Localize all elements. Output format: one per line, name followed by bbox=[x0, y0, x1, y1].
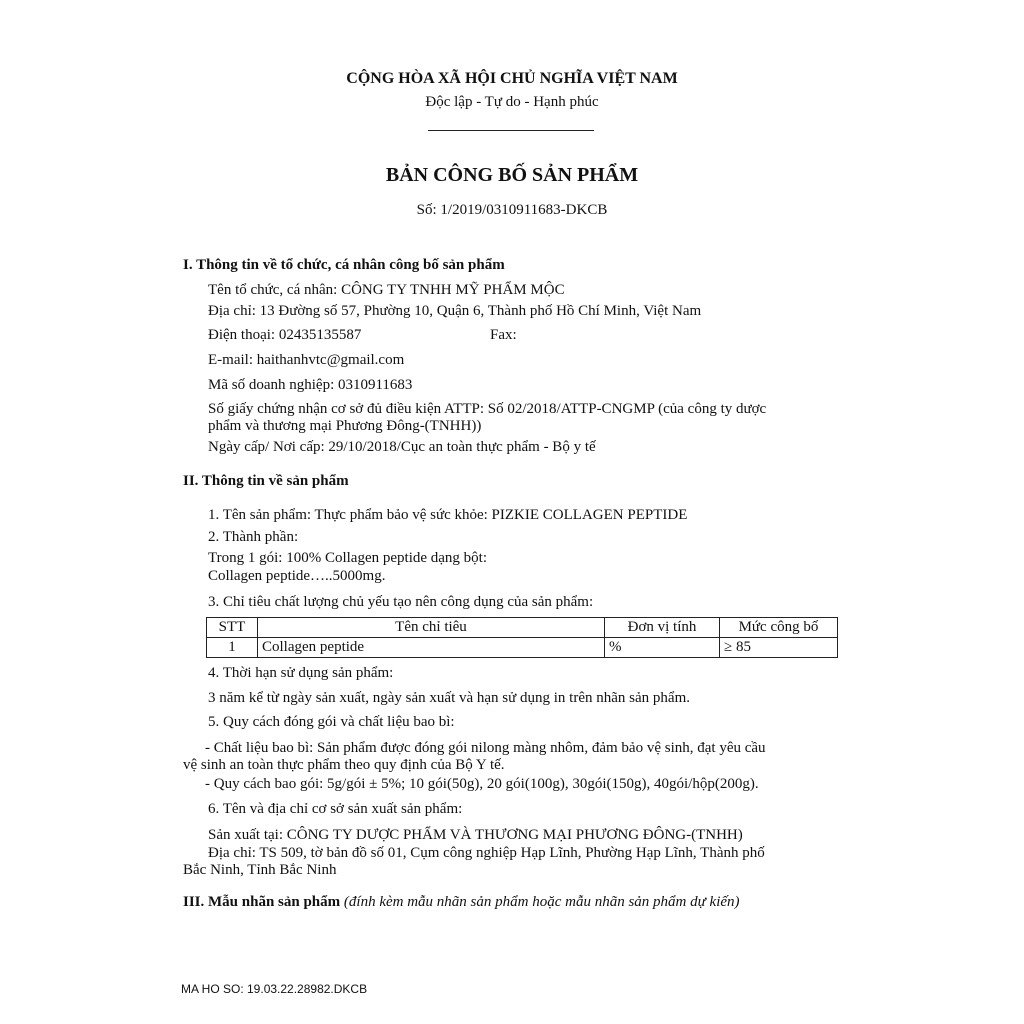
issue-info: Ngày cấp/ Nơi cấp: 29/10/2018/Cục an toàn thực phẩm - Bộ y tế bbox=[208, 439, 596, 455]
packing-spec: - Quy cách bao gói: 5g/gói ± 5%; 10 gói(50g), 20 gói(100g), 30gói(150g), 40gói/hộp(200g). bbox=[205, 776, 759, 792]
ingredients-line-2: Collagen peptide…..5000mg. bbox=[208, 568, 386, 584]
section-1-heading: I. Thông tin về tổ chức, cá nhân công bố sản phẩm bbox=[183, 257, 505, 273]
table-header-cell: STT bbox=[207, 618, 258, 638]
section-3-heading bbox=[183, 894, 740, 911]
table-header-cell: Đơn vị tính bbox=[605, 618, 720, 638]
packing-material-line-1: - Chất liệu bao bì: Sản phẩm được đóng gói nilong màng nhôm, đảm bảo vệ sinh, đạt yêu cầu bbox=[205, 740, 766, 756]
shelf-life-text: 3 năm kể từ ngày sản xuất, ngày sản xuất và hạn sử dụng in trên nhãn sản phẩm. bbox=[208, 690, 690, 706]
manufacturer-address-line-1: Địa chỉ: TS 509, tờ bản đồ số 01, Cụm công nghiệp Hạp Lĩnh, Phường Hạp Lĩnh, Thành phố bbox=[208, 845, 765, 861]
packing-material-line-2: vệ sinh an toàn thực phẩm theo quy định của Bộ Y tế. bbox=[183, 757, 505, 773]
table-cell: 1 bbox=[207, 638, 258, 658]
manufacturer-address-line-2: Bắc Ninh, Tỉnh Bắc Ninh bbox=[183, 862, 337, 878]
manufacturer-label: 6. Tên và địa chỉ cơ sở sản xuất sản phẩm: bbox=[208, 801, 463, 817]
header-divider bbox=[428, 130, 594, 131]
product-name: 1. Tên sản phẩm: Thực phẩm bảo vệ sức khỏe: PIZKIE COLLAGEN PEPTIDE bbox=[208, 507, 688, 523]
table-cell: ≥ 85 bbox=[720, 638, 838, 658]
ingredients-label: 2. Thành phần: bbox=[208, 529, 299, 545]
certificate-line-1: Số giấy chứng nhận cơ sở đủ điều kiện ATTP: Số 02/2018/ATTP-CNGMP (của công ty dược bbox=[208, 401, 767, 417]
org-fax: Fax: bbox=[490, 327, 517, 343]
quality-table bbox=[206, 617, 838, 658]
country-heading: CỘNG HÒA XÃ HỘI CHỦ NGHĨA VIỆT NAM bbox=[346, 70, 678, 87]
table-header-cell: Tên chỉ tiêu bbox=[258, 618, 605, 638]
shelf-life-label: 4. Thời hạn sử dụng sản phẩm: bbox=[208, 665, 394, 681]
quality-label: 3. Chỉ tiêu chất lượng chủ yếu tạo nên công dụng của sản phẩm: bbox=[208, 594, 594, 610]
table-header-row bbox=[207, 618, 838, 638]
business-code: Mã số doanh nghiệp: 0310911683 bbox=[208, 377, 413, 393]
footer-record-code: MA HO SO: 19.03.22.28982.DKCB bbox=[181, 982, 368, 996]
motto: Độc lập - Tự do - Hạnh phúc bbox=[425, 94, 599, 110]
table-cell: % bbox=[605, 638, 720, 658]
manufacturer-name: Sản xuất tại: CÔNG TY DƯỢC PHẨM VÀ THƯƠNG MẠI PHƯƠNG ĐÔNG-(TNHH) bbox=[208, 827, 743, 843]
ingredients-line-1: Trong 1 gói: 100% Collagen peptide dạng bột: bbox=[208, 550, 488, 566]
org-address: Địa chỉ: 13 Đường số 57, Phường 10, Quận 6, Thành phố Hồ Chí Minh, Việt Nam bbox=[208, 303, 702, 319]
section-2-heading: II. Thông tin về sản phẩm bbox=[183, 473, 349, 489]
table-cell: Collagen peptide bbox=[258, 638, 605, 658]
org-name: Tên tổ chức, cá nhân: CÔNG TY TNHH MỸ PHẨM MỘC bbox=[208, 282, 565, 298]
org-phone: Điện thoại: 02435135587 bbox=[208, 327, 362, 343]
certificate-line-2: phẩm và thương mại Phương Đông-(TNHH)) bbox=[208, 418, 482, 434]
document-number: Số: 1/2019/0310911683-DKCB bbox=[416, 202, 608, 218]
section-3-title: III. Mẫu nhãn sản phẩm bbox=[183, 894, 341, 910]
section-3-note: (đính kèm mẫu nhãn sản phẩm hoặc mẫu nhãn sản phẩm dự kiến) bbox=[343, 894, 740, 910]
table-row bbox=[207, 638, 838, 658]
page-title: BẢN CÔNG BỐ SẢN PHẨM bbox=[385, 164, 639, 186]
table-header-cell: Mức công bố bbox=[720, 618, 838, 638]
org-email: E-mail: haithanhvtc@gmail.com bbox=[208, 352, 405, 368]
packing-label: 5. Quy cách đóng gói và chất liệu bao bì: bbox=[208, 714, 455, 730]
